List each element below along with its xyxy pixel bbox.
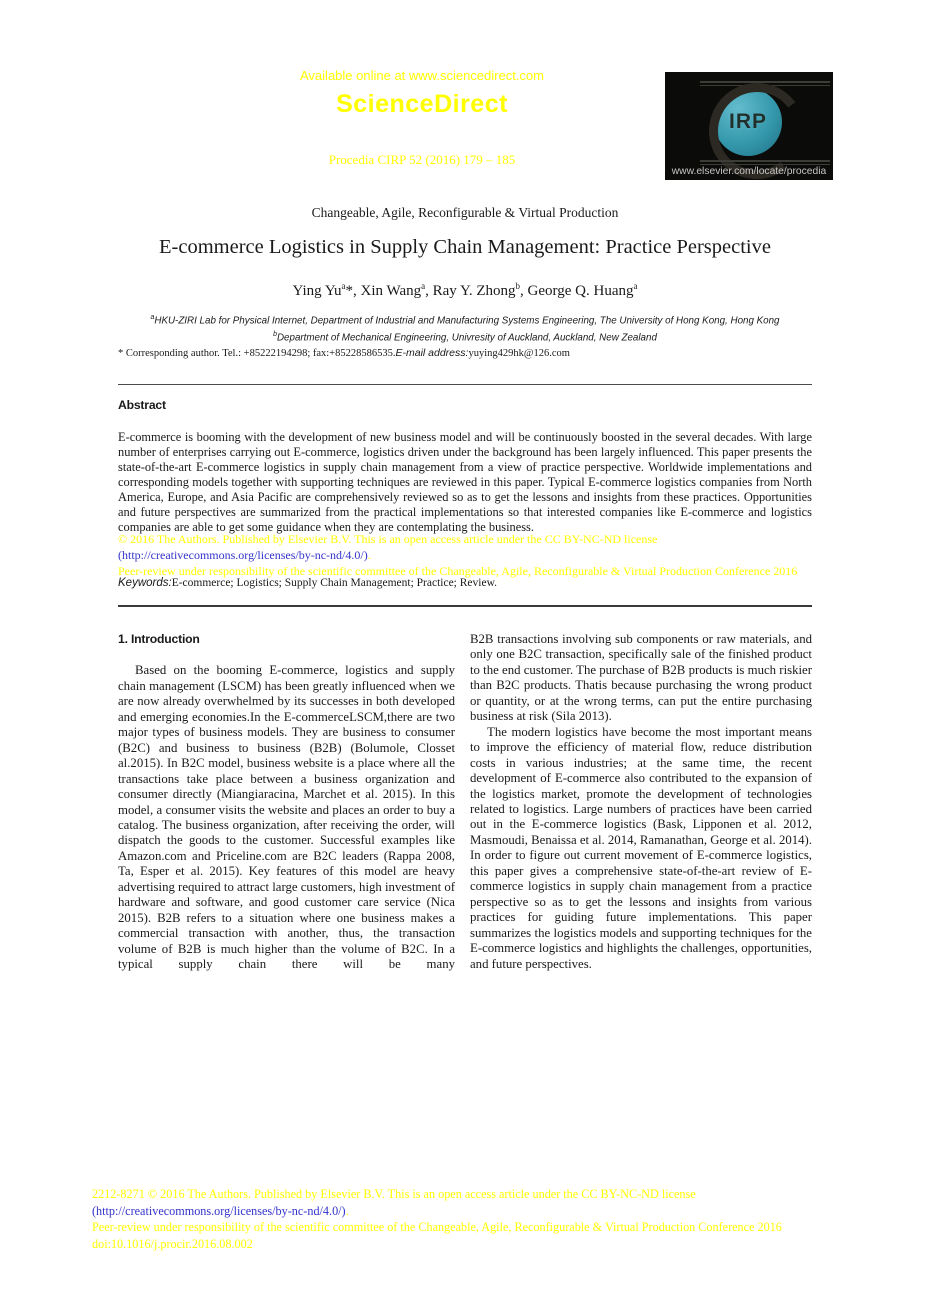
cirp-logo-box (665, 72, 833, 180)
license-block (118, 531, 812, 580)
abstract-text: E-commerce is booming with the development of new business model and will be continuously boosted in the several decades. With large number of enterprises carrying out E-commerce, logistics driven under the background has been largely influenced. This paper presents the state-of-the-art E-commerce logistics in supply chain management from a view of practice perspective. Worldwide implementations and corresponding models together with supporting techniques are reviewed in this paper. Typical E-commerce logistics companies from North America, Europe, and Asia Pacific are comprehensively reviewed so as to get the lessons and insights from these practices. Opportunities and future perspectives are summarized from the practical implementations so that interested companies like E-commerce and logistics companies are able to get some guidance when they are contemplating the business. (118, 430, 812, 534)
sciencedirect-logo: ScienceDirect (336, 90, 508, 118)
intro-paragraph-2: The modern logistics have become the most important means to improve the efficiency of material flow, reduce distribution costs in various industries; at the same time, the recent development of E-commerce also contributed to the expansion of the logistics market, promote the development of technologies related to logistics. Large numbers of practices have been carried out in the E-commerce logistics (Bask, Lipponen et al. 2012, Masmoudi, Benaissa et al. 2014, Ramanathan, George et al. 2014). In order to figure out current movement of E-commerce logistics, this paper gives a comprehensive state-of-the-art review of E-commerce logistics in supply chain management from a practice perspective so as to get the lessons and insights from various practices for guiding future implementations. This paper summarizes the logistics models and supporting techniques for the E-commerce logistics and highlights the challenges, opportunities, and future perspectives. (470, 724, 812, 971)
page-footer (92, 1186, 852, 1252)
authors-line (118, 281, 812, 300)
divider (118, 384, 812, 385)
license-link-line: (http://creativecommons.org/licenses/by-nc-nd/4.0/). (118, 548, 371, 563)
affiliations (118, 311, 812, 346)
intro-paragraph-1-continued: B2B transactions involving sub components or raw materials, and only one B2C transaction, specifically sale of the finished product to the end customer. The purchase of B2B products is much riskier than B2C products. Thatis because purchasing the wrong product or quantity, or at the wrong terms, can put the entire purchasing business at risk (Sila 2013). (470, 632, 812, 724)
affiliation-b: $^b$Department of Mechanical Engineering, Univresity of Auckland, Auckland, New Zealand (273, 331, 657, 344)
author: Ray Y. Zhong$^b$, (432, 281, 528, 299)
issn-copyright-line: 2212-8271 © 2016 The Authors. Published by Elsevier B.V. This is an open access article under the CC BY-NC-ND license (92, 1187, 696, 1201)
peer-review-line: Peer-review under responsibility of the scientific committee of the Changeable, Agile, Reconfigurable & Virtual Production Conference 2016 (118, 564, 798, 579)
footer-peer-review-line: Peer-review under responsibility of the scientific committee of the Changeable, Agile, Reconfigurable & Virtual Production Conference 2016 (92, 1220, 782, 1235)
intro-paragraph-1: Based on the booming E-commerce, logistics and supply chain management (LSCM) has been greatly influenced when we are now already overwhelmed by its successes in both developed and emerging economies.In the E-commerceLSCM,there are two major types of business models. They are business to consumer (B2C) and business to business (B2B) (Bolumole, Closset al.2015). In B2C model, business website is a place where all the transactions take place between a business organization and consumer directly (Miangiaracina, Marchet et al. 2015). In this model, a consumer visits the website and places an order to buy a catalog. The business organization, after receiving the order, will dispatch the goods to the customer. Successful examples like Amazon.com and Priceline.com are B2C leaders (Rappa 2008, Ta, Esper et al. 2015). Key features of this model are heavy advertising required to attract large customers, high investment of hardware and software, and good customer care service (Nica 2015). B2B refers to a situation where one business makes a commercial transaction with another, thus, the transaction volume of B2B is much higher than the volume of B2C. In a typical supply chain there will be many (118, 663, 456, 972)
copyright-line: © 2016 The Authors. Published by Elsevier B.V. This is an open access article under the CC BY-NC-ND license (118, 532, 658, 546)
cirp-irp-letters: IRP (728, 110, 767, 133)
elsevier-locate-url: www.elsevier.com/locate/procedia (671, 166, 827, 177)
column-right (470, 632, 812, 973)
doi-line: doi:10.1016/j.procir.2016.08.002 (92, 1236, 253, 1251)
email-label: E-mail address: (395, 347, 469, 359)
affiliation-a: $^a$HKU-ZIRI Lab for Physical Internet, Department of Industrial and Manufacturing Systems Engineering, The University of Hong Kong, Hong Kong (150, 314, 780, 327)
author: Xin Wang$^a$, (360, 281, 433, 299)
journal-citation: Procedia CIRP 52 (2016) 179 – 185 (328, 152, 516, 167)
keywords-label: Keywords: (118, 577, 172, 589)
keywords-text: E-commerce; Logistics; Supply Chain Management; Practice; Review. (171, 577, 498, 589)
column-left (118, 632, 455, 973)
page-title: E-commerce Logistics in Supply Chain Management: Practice Perspective (159, 236, 771, 258)
conference-name: Changeable, Agile, Reconfigurable & Virtual Production (311, 205, 619, 220)
creativecommons-link[interactable]: (http://creativecommons.org/licenses/by-nc-nd/4.0/) (118, 548, 368, 563)
abstract-heading: Abstract (118, 398, 166, 412)
email-address: yuying429hk@126.com (468, 348, 570, 359)
divider (118, 605, 812, 607)
author: George Q. Huang$^a$ (527, 281, 638, 299)
author: Ying Yu$^a$*, (292, 281, 361, 299)
footer-license-link-line: (http://creativecommons.org/licenses/by-nc-nd/4.0/). (92, 1203, 349, 1218)
logo-rule (700, 164, 830, 165)
creativecommons-link[interactable]: (http://creativecommons.org/licenses/by-nc-nd/4.0/) (92, 1203, 346, 1218)
section-heading-introduction: 1. Introduction (118, 632, 200, 646)
keywords-line (118, 577, 812, 589)
logo-rule (700, 160, 830, 162)
body-columns (118, 632, 812, 973)
corresponding-author-note: * Corresponding author. Tel.: +85222194298; fax:+85228586535.E-mail address:yuying429hk@126.com (118, 347, 570, 359)
available-online-line: Available online at www.sciencedirect.com (300, 68, 544, 83)
